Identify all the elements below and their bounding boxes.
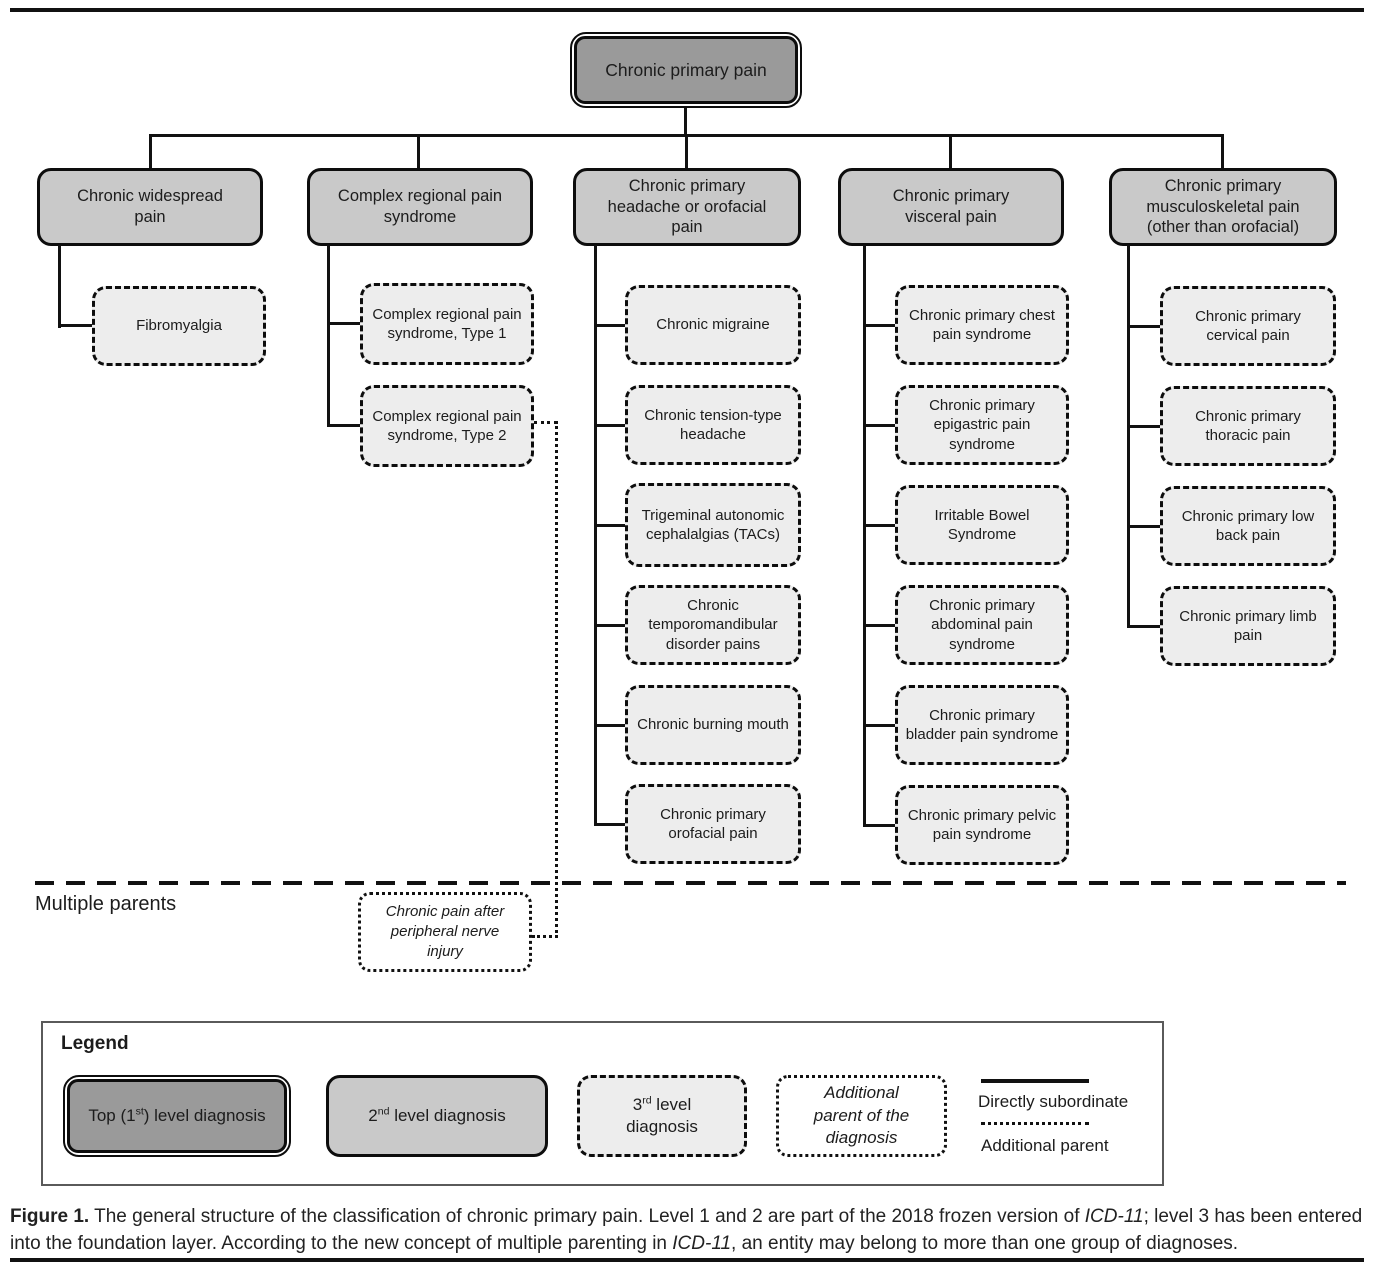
figure-caption <box>10 1204 1364 1257</box>
legend-dotted-line-label: Additional parent <box>981 1136 1109 1155</box>
node-chronic-burning-mouth: Chronic burning mouth <box>625 685 801 765</box>
legend-solid-line-label: Directly subordinate <box>978 1092 1129 1111</box>
node-complex-regional-pain-syndrome: Complex regional pain syndrome <box>307 168 533 246</box>
legend-dotted-line-sample <box>981 1122 1089 1125</box>
node-chronic-temporomandibular-disorder-pains: Chronic temporomandibular disorder pains <box>625 585 801 665</box>
node-chronic-primary-epigastric-pain-syndrome: Chronic primary epigastric pain syndrome <box>895 385 1069 465</box>
node-chronic-primary-pain <box>570 32 802 108</box>
node-chronic-primary-musculoskeletal-pain: Chronic primary musculoskeletal pain (other than orofacial) <box>1109 168 1337 246</box>
connector-stub-d3 <box>863 524 895 527</box>
connector-stub-e1 <box>1127 325 1160 328</box>
connector-stub-branch-1 <box>149 134 152 168</box>
node-chronic-primary-thoracic-pain: Chronic primary thoracic pain <box>1160 386 1336 466</box>
connector-trunk-e <box>1127 245 1130 628</box>
caption-italic-1: ICD-11 <box>1084 1206 1144 1227</box>
node-chronic-primary-pain-label: Chronic primary pain <box>574 36 798 104</box>
connector-stub-b1 <box>327 322 360 325</box>
legend-level3-sup: rd <box>642 1094 652 1107</box>
caption-figure-label: Figure 1. <box>10 1206 90 1227</box>
connector-root-drop <box>684 108 687 136</box>
legend-additional-parent-box: Additional parent of the diagnosis <box>776 1075 947 1157</box>
legend-level1-box <box>63 1075 291 1157</box>
connector-stub-d4 <box>863 624 895 627</box>
multiple-parents-label: Multiple parents <box>35 893 177 915</box>
node-irritable-bowel-syndrome: Irritable Bowel Syndrome <box>895 485 1069 565</box>
legend-title: Legend <box>61 1033 129 1054</box>
caption-italic-2: ICD-11 <box>672 1232 732 1254</box>
caption-text-3: , an entity may belong to more than one group of diagnoses. <box>731 1232 1239 1254</box>
node-chronic-migraine: Chronic migraine <box>625 285 801 365</box>
legend-level3-box <box>577 1075 747 1157</box>
node-chronic-primary-abdominal-pain-syndrome: Chronic primary abdominal pain syndrome <box>895 585 1069 665</box>
node-chronic-primary-orofacial-pain: Chronic primary orofacial pain <box>625 784 801 864</box>
node-chronic-tension-type-headache: Chronic tension-type headache <box>625 385 801 465</box>
legend-level3-pre: 3 <box>632 1094 643 1114</box>
connector-stub-c1 <box>594 324 625 327</box>
node-chronic-primary-visceral-pain: Chronic primary visceral pain <box>838 168 1064 246</box>
connector-stub-c5 <box>594 724 625 727</box>
node-chronic-primary-limb-pain: Chronic primary limb pain <box>1160 586 1336 666</box>
legend-solid-line-sample <box>981 1079 1089 1083</box>
connector-trunk-c <box>594 245 597 826</box>
connector-stub-e4 <box>1127 625 1160 628</box>
connector-additional-parent-top <box>534 421 557 424</box>
node-crps-type-1: Complex regional pain syndrome, Type 1 <box>360 283 534 365</box>
connector-stub-b2 <box>327 424 360 427</box>
legend-level1-pre: Top (1 <box>88 1106 136 1125</box>
connector-stub-e3 <box>1127 525 1160 528</box>
bottom-rule <box>10 1258 1364 1262</box>
node-chronic-primary-bladder-pain-syndrome: Chronic primary bladder pain syndrome <box>895 685 1069 765</box>
node-chronic-primary-headache-or-orofacial-pain: Chronic primary headache or orofacial pain <box>573 168 801 246</box>
connector-stub-branch-2 <box>417 134 420 168</box>
node-trigeminal-autonomic-cephalalgias: Trigeminal autonomic cephalalgias (TACs) <box>625 483 801 567</box>
legend-level2-post: level diagnosis <box>389 1106 506 1126</box>
connector-stub-c3 <box>594 524 625 527</box>
connector-stub-c2 <box>594 424 625 427</box>
connector-trunk-b <box>327 245 330 427</box>
legend-level1-label <box>67 1079 287 1153</box>
connector-additional-parent-vertical <box>555 421 558 938</box>
connector-additional-parent-bottom <box>532 935 558 938</box>
connector-stub-branch-5 <box>1221 134 1224 168</box>
node-chronic-pain-after-peripheral-nerve-injury: Chronic pain after peripheral nerve injury <box>358 892 532 972</box>
connector-stub-e2 <box>1127 425 1160 428</box>
node-fibromyalgia: Fibromyalgia <box>92 286 266 366</box>
node-chronic-primary-low-back-pain: Chronic primary low back pain <box>1160 486 1336 566</box>
connector-stub-branch-4 <box>949 134 952 168</box>
node-chronic-primary-cervical-pain: Chronic primary cervical pain <box>1160 286 1336 366</box>
connector-stub-a1 <box>58 324 92 327</box>
node-chronic-widespread-pain: Chronic widespread pain <box>37 168 263 246</box>
connector-trunk-a <box>58 245 61 328</box>
caption-text-2: ; level 3 has been entered into the foundation layer. According to the new concept of multiple parenting in <box>10 1206 1363 1254</box>
connector-stub-d1 <box>863 324 895 327</box>
connector-stub-branch-3 <box>685 134 688 168</box>
legend-level3-post: level diagnosis <box>626 1094 698 1136</box>
node-chronic-primary-chest-pain-syndrome: Chronic primary chest pain syndrome <box>895 285 1069 365</box>
caption-text-1: The general structure of the classification of chronic primary pain. Level 1 and 2 are part of the 2018 frozen version of <box>89 1206 1085 1227</box>
legend-level2-sup: nd <box>377 1105 390 1118</box>
multiple-parents-separator <box>35 881 1346 885</box>
legend-level1-sup: st <box>135 1105 144 1118</box>
connector-stub-c6 <box>594 823 625 826</box>
node-chronic-primary-pelvic-pain-syndrome: Chronic primary pelvic pain syndrome <box>895 785 1069 865</box>
connector-stub-d5 <box>863 724 895 727</box>
connector-stub-d6 <box>863 824 895 827</box>
top-rule <box>10 8 1364 12</box>
connector-stub-c4 <box>594 624 625 627</box>
legend-level2-pre: 2 <box>368 1106 378 1126</box>
legend-level2-box <box>326 1075 548 1157</box>
connector-stub-d2 <box>863 424 895 427</box>
legend-level1-post: ) level diagnosis <box>143 1106 266 1125</box>
node-crps-type-2: Complex regional pain syndrome, Type 2 <box>360 385 534 467</box>
connector-trunk-d <box>863 245 866 826</box>
